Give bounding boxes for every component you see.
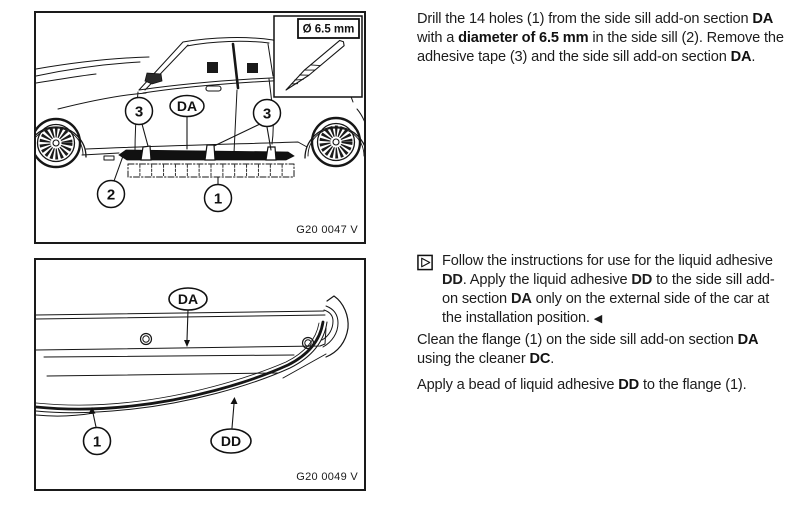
dd-arrowhead <box>231 397 238 404</box>
rear-hub <box>333 139 339 145</box>
drill-bit-inset <box>274 16 362 97</box>
code-da: DA <box>730 49 752 65</box>
step-clean-paragraph <box>417 331 789 369</box>
note-text: only on the external side of the car at the installation position. <box>442 291 770 326</box>
step-bead-text: to the flange (1). <box>639 377 747 393</box>
door-cut-lines <box>135 79 273 153</box>
step-clean-text: Clean the flange (1) on the side sill add-on section <box>417 332 738 348</box>
note-text: Follow the instructions for use for the liquid adhesive <box>442 253 773 269</box>
note-text: . Apply the liquid adhesive <box>462 272 632 288</box>
callout-da-label: DA <box>176 98 198 114</box>
end-cap-outer-flap <box>326 296 348 357</box>
jack-point <box>104 156 114 160</box>
callout-1-label: 1 <box>213 190 223 208</box>
step-drill-text: with a <box>417 30 459 46</box>
note-paragraph <box>442 252 789 329</box>
front-hub <box>53 140 59 146</box>
step-clean-text: . <box>550 351 555 367</box>
adhesive-bead-line <box>36 322 323 409</box>
figure1-caption: G20 0047 V <box>296 224 358 236</box>
figure2-caption: G20 0049 V <box>296 471 358 483</box>
sill-part-lines <box>36 296 348 416</box>
step-drill-text: . <box>751 49 756 65</box>
callout-dd-label: DD <box>220 433 242 449</box>
callout-2-label: 2 <box>106 186 116 204</box>
callout-leader-lines <box>93 310 234 428</box>
front-wheel <box>36 119 80 167</box>
flange-left-lip <box>36 413 94 416</box>
step-clean-text: using the cleaner <box>417 351 530 367</box>
da-arrowhead <box>184 340 190 347</box>
front-door-handle <box>206 86 221 91</box>
b-pillar <box>233 44 238 88</box>
sill-band-edges <box>36 328 326 378</box>
code-da: DA <box>752 11 774 27</box>
end-of-note-marker: ◀ <box>593 313 603 325</box>
rear-headrest <box>247 63 258 73</box>
code-da: DA <box>737 332 759 348</box>
code-da: DA <box>510 291 532 307</box>
instruction-note-icon <box>417 254 434 271</box>
callout-3-right-label: 3 <box>262 105 272 123</box>
step-drill-paragraph <box>417 10 789 67</box>
rear-wheel <box>312 118 360 166</box>
callout-da-label: DA <box>177 291 199 307</box>
drill-diameter: diameter of 6.5 mm <box>458 30 589 46</box>
figure-sill-section <box>34 258 366 491</box>
note-block <box>417 252 789 329</box>
side-mirror <box>145 73 162 84</box>
step-drill-text: in the side sill (2). Remove the adhesive tape (3) and the side sill add-on section <box>417 30 784 65</box>
inset-label-text: Ø 6.5 mm <box>302 23 355 36</box>
code-dc: DC <box>529 351 551 367</box>
front-headrest <box>207 62 218 73</box>
sill-hole-left-inner <box>143 336 149 342</box>
end-cap-curves <box>322 306 338 347</box>
code-dd: DD <box>631 272 653 288</box>
sill-hole-left-outer <box>141 334 152 345</box>
flange-inner-line <box>36 323 319 405</box>
callout-1-label: 1 <box>92 433 102 451</box>
step-bead-paragraph <box>417 376 747 395</box>
code-dd: DD <box>618 377 640 393</box>
step-bead-text: Apply a bead of liquid adhesive <box>417 377 619 393</box>
sill-top-edges <box>36 311 325 319</box>
note-text: to the side sill add-on section <box>442 272 775 307</box>
callout-3-left-label: 3 <box>134 103 144 121</box>
step-drill-text: Drill the 14 holes (1) from the side sill add-on section <box>417 11 753 27</box>
quarter-window-divider <box>268 44 273 76</box>
code-dd: DD <box>442 272 463 288</box>
figure-drill-holes <box>34 11 366 244</box>
sill-diagram <box>36 260 364 489</box>
car-diagram <box>36 13 364 242</box>
drill-hole-marks <box>140 165 282 176</box>
